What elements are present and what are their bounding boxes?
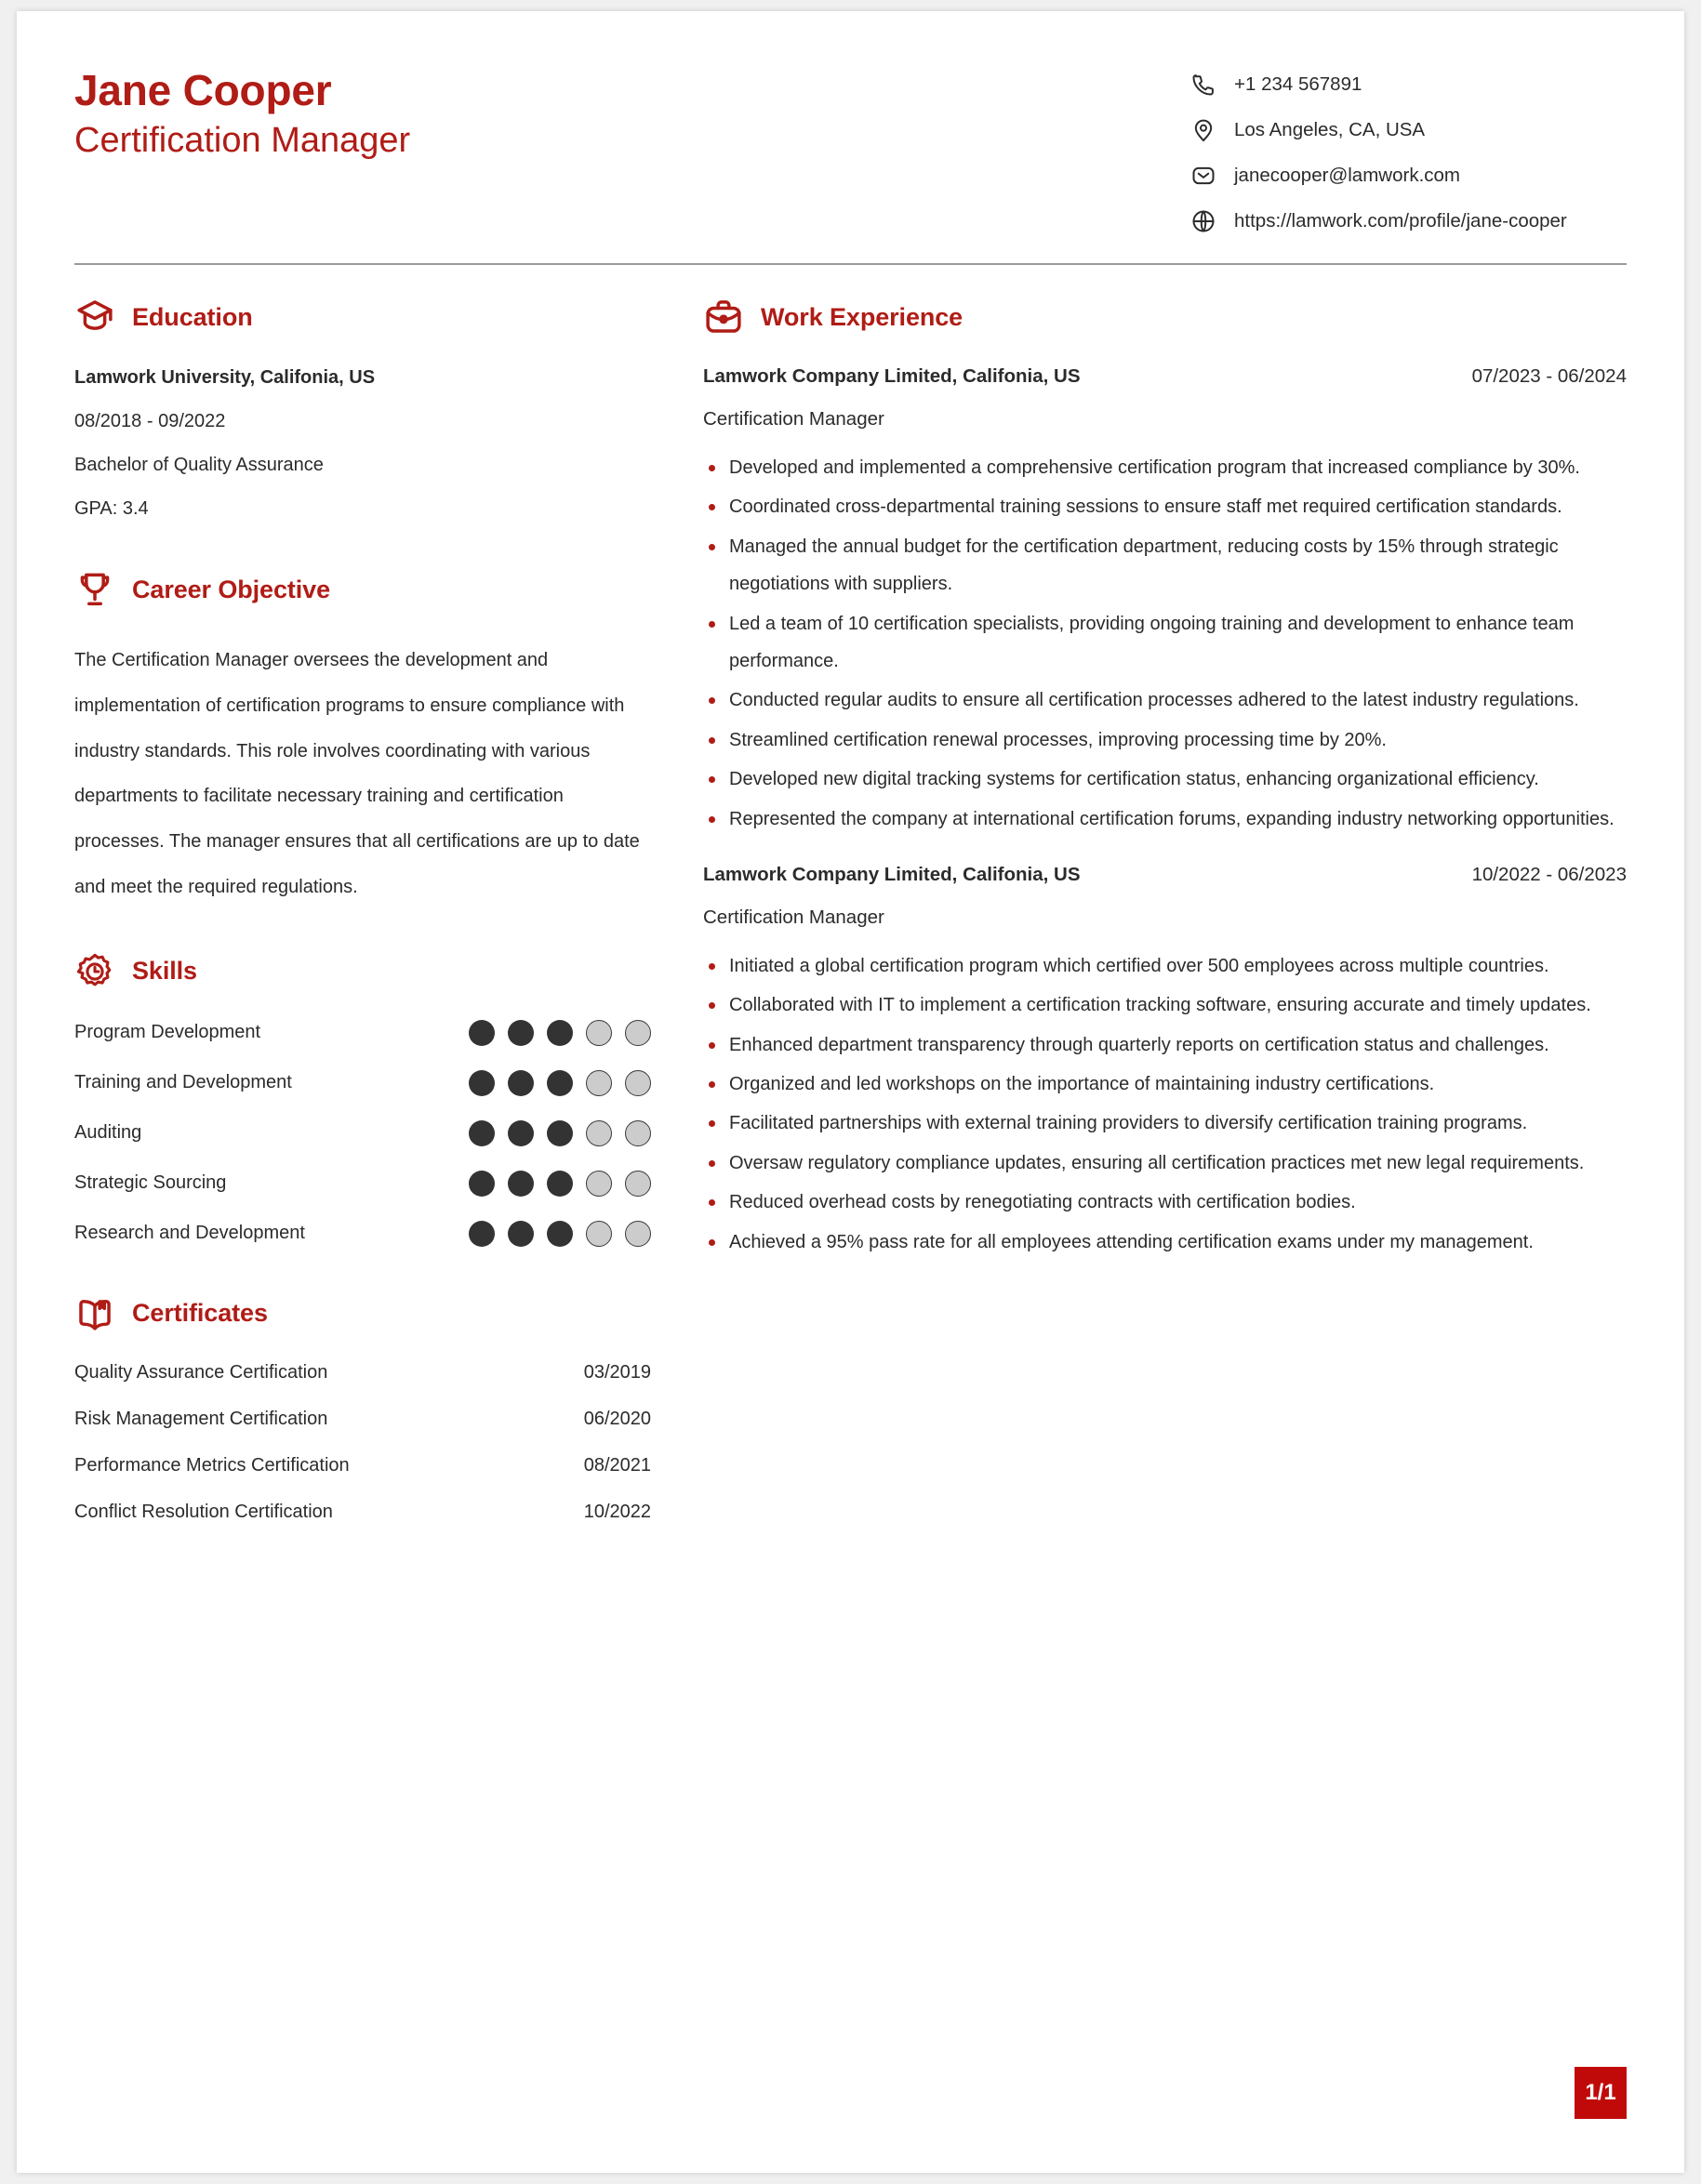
rating-dot-filled	[508, 1171, 534, 1197]
job-bullet: Managed the annual budget for the certification department, reducing costs by 15% through strategic negotiations with suppliers.	[703, 528, 1627, 603]
rating-dot-filled	[547, 1070, 573, 1096]
contact-location	[1189, 116, 1627, 144]
rating-dot-empty	[586, 1020, 612, 1046]
briefcase-icon	[703, 297, 744, 338]
identity-block	[74, 56, 410, 164]
education-gpa: GPA: 3.4	[74, 498, 149, 519]
certificate-date: 08/2021	[583, 1454, 651, 1476]
skill-name: Training and Development	[74, 1072, 292, 1093]
job-bullet: Developed and implemented a comprehensive certification program that increased compliance by 30%.	[703, 449, 1627, 486]
job-dates: 10/2022 - 06/2023	[1471, 863, 1627, 885]
work-experience-title: Work Experience	[761, 302, 963, 331]
job-company: Lamwork Company Limited, Califonia, US	[703, 863, 1081, 885]
job-bullet: Achieved a 95% pass rate for all employees attending certification exams under my management.	[703, 1224, 1627, 1261]
skill-row	[74, 1070, 651, 1096]
job-bullet: Organized and led workshops on the importance of maintaining industry certifications.	[703, 1066, 1627, 1103]
skill-rating-dots	[469, 1070, 651, 1096]
education-section	[74, 297, 651, 521]
work-experience-heading	[703, 297, 1627, 338]
job-bullet: Conducted regular audits to ensure all certification processes adhered to the latest industry regulations.	[703, 682, 1627, 719]
rating-dot-empty	[586, 1120, 612, 1146]
contact-phone-value: +1 234 567891	[1234, 73, 1362, 95]
candidate-name: Jane Cooper	[74, 66, 332, 114]
envelope-icon	[1189, 162, 1217, 190]
job-header	[703, 365, 1627, 388]
location-pin-icon	[1189, 116, 1217, 144]
contact-phone	[1189, 71, 1627, 99]
resume-page	[17, 11, 1684, 2173]
skill-rating-dots	[469, 1020, 651, 1046]
rating-dot-empty	[586, 1171, 612, 1197]
job-bullet: Initiated a global certification program which certified over 500 employees across multiple countries.	[703, 947, 1627, 985]
job-role: Certification Manager	[703, 408, 884, 430]
rating-dot-filled	[508, 1221, 534, 1247]
skills-title: Skills	[132, 957, 197, 986]
work-experience-section	[703, 297, 1627, 1261]
rating-dot-filled	[508, 1020, 534, 1046]
resume-header	[17, 11, 1684, 235]
globe-icon	[1189, 207, 1217, 235]
job-header	[703, 864, 1627, 886]
job-bullet: Developed new digital tracking systems for certification status, enhancing organizational efficiency.	[703, 761, 1627, 798]
certificate-name: Risk Management Certification	[74, 1408, 328, 1429]
phone-icon	[1189, 71, 1217, 99]
certificates-heading	[74, 1293, 651, 1334]
job-bullet-list	[703, 947, 1627, 1261]
rating-dot-empty	[586, 1221, 612, 1247]
rating-dot-filled	[469, 1020, 495, 1046]
job-dates: 07/2023 - 06/2024	[1471, 365, 1627, 387]
rating-dot-filled	[508, 1120, 534, 1146]
career-objective-title: Career Objective	[132, 575, 331, 603]
job-bullet: Coordinated cross-departmental training sessions to ensure staff met required certification standards.	[703, 488, 1627, 525]
contact-website-value: https://lamwork.com/profile/jane-cooper	[1234, 210, 1567, 232]
contact-location-value: Los Angeles, CA, USA	[1234, 119, 1426, 140]
skill-row	[74, 1221, 651, 1247]
skill-row	[74, 1120, 651, 1146]
education-school: Lamwork University, Califonia, US	[74, 367, 376, 388]
trophy-icon	[74, 569, 115, 610]
skill-name: Program Development	[74, 1022, 261, 1043]
rating-dot-filled	[469, 1120, 495, 1146]
job-entry	[703, 864, 1627, 1261]
page-number-badge: 1/1	[1575, 2067, 1627, 2119]
career-objective-heading	[74, 569, 651, 610]
skill-row	[74, 1020, 651, 1046]
job-bullet: Reduced overhead costs by renegotiating contracts with certification bodies.	[703, 1184, 1627, 1221]
skill-rating-dots	[469, 1120, 651, 1146]
job-bullet: Streamlined certification renewal processes, improving processing time by 20%.	[703, 721, 1627, 759]
rating-dot-filled	[547, 1120, 573, 1146]
rating-dot-filled	[469, 1070, 495, 1096]
rating-dot-filled	[469, 1221, 495, 1247]
education-title: Education	[132, 302, 253, 331]
career-objective-section	[74, 569, 651, 910]
rating-dot-empty	[625, 1020, 651, 1046]
gear-clock-icon	[74, 951, 115, 992]
job-bullet: Oversaw regulatory compliance updates, ensuring all certification practices met new legal requirements.	[703, 1145, 1627, 1182]
certificate-name: Conflict Resolution Certification	[74, 1501, 333, 1522]
education-dates: 08/2018 - 09/2022	[74, 411, 226, 431]
rating-dot-empty	[625, 1070, 651, 1096]
rating-dot-filled	[547, 1221, 573, 1247]
certificate-date: 10/2022	[583, 1501, 651, 1522]
job-bullet: Enhanced department transparency through quarterly reports on certification status and challenges.	[703, 1026, 1627, 1064]
rating-dot-filled	[508, 1070, 534, 1096]
certificate-date: 06/2020	[583, 1408, 651, 1429]
rating-dot-empty	[625, 1221, 651, 1247]
certificate-name: Quality Assurance Certification	[74, 1361, 328, 1383]
skills-section	[74, 951, 651, 1247]
resume-body	[17, 265, 1684, 1548]
certificate-row	[74, 1502, 651, 1523]
certificates-section	[74, 1293, 651, 1523]
job-company: Lamwork Company Limited, Califonia, US	[703, 365, 1081, 387]
certificates-list	[74, 1362, 651, 1523]
education-degree: Bachelor of Quality Assurance	[74, 455, 324, 475]
contact-list	[1189, 56, 1627, 235]
graduation-cap-icon	[74, 297, 115, 338]
right-column	[703, 297, 1627, 1548]
job-bullet: Represented the company at international certification forums, expanding industry networking opportunities.	[703, 801, 1627, 838]
certificate-date: 03/2019	[583, 1361, 651, 1383]
education-heading	[74, 297, 651, 338]
certificate-row	[74, 1455, 651, 1476]
rating-dot-filled	[547, 1171, 573, 1197]
certificate-row	[74, 1362, 651, 1383]
rating-dot-filled	[547, 1020, 573, 1046]
skill-rating-dots	[469, 1171, 651, 1197]
skill-name: Research and Development	[74, 1223, 305, 1244]
certificates-title: Certificates	[132, 1299, 268, 1328]
career-objective-text: The Certification Manager oversees the development and implementation of certification programs to ensure compliance with industry standards. This role involves coordinating with various departments to facilitate necessary training and certification processes. The manager ensures that all certifications are up to date and meet the required regulations.	[74, 650, 640, 897]
job-bullet: Collaborated with IT to implement a certification tracking software, ensuring accurate and timely updates.	[703, 986, 1627, 1024]
open-book-icon	[74, 1293, 115, 1334]
rating-dot-empty	[625, 1171, 651, 1197]
skill-rating-dots	[469, 1221, 651, 1247]
contact-email	[1189, 162, 1627, 190]
candidate-job-title: Certification Manager	[74, 121, 411, 161]
skills-list	[74, 1020, 651, 1247]
job-entry	[703, 365, 1627, 838]
certificate-row	[74, 1409, 651, 1430]
rating-dot-filled	[469, 1171, 495, 1197]
rating-dot-empty	[586, 1070, 612, 1096]
job-bullet: Led a team of 10 certification specialists, providing ongoing training and development to enhance team performance.	[703, 605, 1627, 681]
skills-heading	[74, 951, 651, 992]
job-bullet: Facilitated partnerships with external training providers to diversify certification training programs.	[703, 1105, 1627, 1142]
job-role: Certification Manager	[703, 906, 884, 928]
contact-website	[1189, 207, 1627, 235]
contact-email-value: janecooper@lamwork.com	[1234, 165, 1460, 186]
skill-name: Auditing	[74, 1122, 142, 1144]
job-bullet-list	[703, 449, 1627, 838]
rating-dot-empty	[625, 1120, 651, 1146]
left-column	[74, 297, 651, 1548]
skill-name: Strategic Sourcing	[74, 1172, 227, 1194]
certificate-name: Performance Metrics Certification	[74, 1454, 350, 1476]
skill-row	[74, 1171, 651, 1197]
